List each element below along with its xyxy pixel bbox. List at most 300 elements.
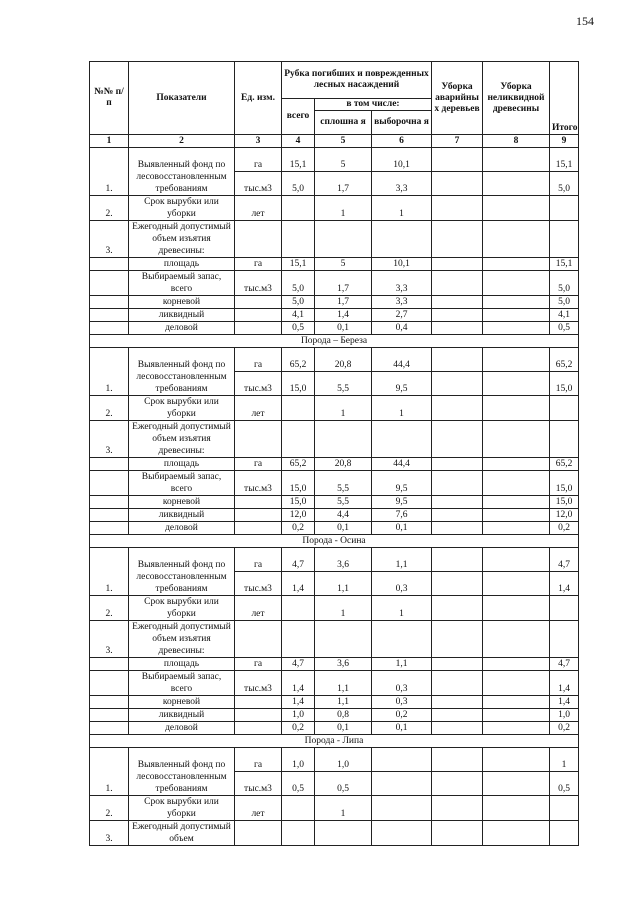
annual-volume-row — [90, 821, 579, 846]
emergency-cell — [432, 772, 483, 796]
col-number: 5 — [315, 135, 372, 148]
clear-cell: 3,6 — [315, 548, 372, 572]
row-number — [90, 522, 129, 535]
nonliquid-cell — [483, 772, 550, 796]
itogo-cell: 4,7 — [550, 658, 579, 671]
total-cell: 1,4 — [282, 671, 315, 696]
empty-cell — [235, 421, 282, 458]
nonliquid-cell — [483, 709, 550, 722]
unit-cell — [235, 722, 282, 735]
unit-cell: га — [235, 348, 282, 372]
felling-table — [89, 61, 579, 846]
total-cell: 0,5 — [282, 322, 315, 335]
row-number: 3. — [90, 421, 129, 458]
section-title: Порода - Осина — [90, 535, 579, 548]
unit-cell — [235, 522, 282, 535]
stock-row — [90, 471, 579, 496]
fund-row — [90, 148, 579, 172]
clear-cell: 5 — [315, 148, 372, 172]
empty-cell — [235, 621, 282, 658]
selective-cell: 0,3 — [372, 696, 432, 709]
empty-cell — [282, 821, 315, 846]
clear-cell: 1,1 — [315, 696, 372, 709]
unit-cell — [235, 696, 282, 709]
emergency-cell — [432, 796, 483, 821]
nonliquid-cell — [483, 309, 550, 322]
col-number: 3 — [235, 135, 282, 148]
total-cell: 1,0 — [282, 709, 315, 722]
empty-cell — [315, 221, 372, 258]
emergency-cell — [432, 671, 483, 696]
clear-cell: 0,5 — [315, 772, 372, 796]
selective-cell: 44,4 — [372, 458, 432, 471]
clear-cell: 1 — [315, 596, 372, 621]
row-number — [90, 471, 129, 496]
clear-cell: 0,1 — [315, 722, 372, 735]
sub-row — [90, 296, 579, 309]
clear-cell: 1,4 — [315, 309, 372, 322]
indicator-label: Срок вырубки или уборки — [129, 196, 235, 221]
selective-cell: 44,4 — [372, 348, 432, 372]
unit-cell: лет — [235, 796, 282, 821]
term-row — [90, 796, 579, 821]
itogo-cell: 12,0 — [550, 509, 579, 522]
nonliquid-cell — [483, 696, 550, 709]
selective-cell: 10,1 — [372, 258, 432, 271]
annual-volume-row — [90, 221, 579, 258]
section-title-row — [90, 335, 579, 348]
nonliquid-cell — [483, 148, 550, 172]
total-cell: 65,2 — [282, 458, 315, 471]
header-emergency: Уборка аварийны х деревьев — [432, 62, 483, 135]
empty-cell — [282, 421, 315, 458]
empty-cell — [282, 621, 315, 658]
selective-cell — [372, 748, 432, 772]
total-cell: 65,2 — [282, 348, 315, 372]
empty-cell — [432, 421, 483, 458]
itogo-cell: 1,4 — [550, 696, 579, 709]
row-number: 1. — [90, 748, 129, 796]
itogo-cell: 1,4 — [550, 572, 579, 596]
column-numbers-row — [90, 135, 579, 148]
itogo-cell: 65,2 — [550, 458, 579, 471]
term-row — [90, 396, 579, 421]
header-selective: выборочна я — [372, 111, 432, 135]
emergency-cell — [432, 522, 483, 535]
indicator-label: Ежегодный допустимый объем — [129, 821, 235, 846]
itogo-cell: 5,0 — [550, 296, 579, 309]
nonliquid-cell — [483, 458, 550, 471]
selective-cell: 9,5 — [372, 372, 432, 396]
itogo-cell: 0,5 — [550, 322, 579, 335]
nonliquid-cell — [483, 722, 550, 735]
clear-cell: 5,5 — [315, 471, 372, 496]
selective-cell: 3,3 — [372, 271, 432, 296]
row-number — [90, 671, 129, 696]
indicator-label: площадь — [129, 458, 235, 471]
itogo-cell: 15,0 — [550, 496, 579, 509]
selective-cell — [372, 772, 432, 796]
row-number — [90, 309, 129, 322]
itogo-cell: 1,4 — [550, 671, 579, 696]
indicator-label: деловой — [129, 722, 235, 735]
selective-cell — [372, 796, 432, 821]
itogo-cell: 4,7 — [550, 548, 579, 572]
area-row — [90, 458, 579, 471]
total-cell: 4,7 — [282, 548, 315, 572]
emergency-cell — [432, 372, 483, 396]
total-cell: 15,1 — [282, 148, 315, 172]
row-number: 1. — [90, 148, 129, 196]
emergency-cell — [432, 496, 483, 509]
unit-cell: лет — [235, 596, 282, 621]
indicator-label: ликвидный — [129, 509, 235, 522]
col-number: 4 — [282, 135, 315, 148]
total-cell: 5,0 — [282, 172, 315, 196]
indicator-label: Срок вырубки или уборки — [129, 596, 235, 621]
selective-cell: 0,3 — [372, 572, 432, 596]
total-cell: 0,2 — [282, 722, 315, 735]
emergency-cell — [432, 271, 483, 296]
itogo-cell — [550, 396, 579, 421]
header-nonliquid: Уборка неликвидной древесины — [483, 62, 550, 135]
itogo-cell: 1,0 — [550, 709, 579, 722]
header-total: всего — [282, 99, 315, 135]
emergency-cell — [432, 509, 483, 522]
itogo-cell: 4,1 — [550, 309, 579, 322]
area-row — [90, 258, 579, 271]
term-row — [90, 596, 579, 621]
empty-cell — [550, 621, 579, 658]
row-number — [90, 722, 129, 735]
selective-cell: 3,3 — [372, 296, 432, 309]
emergency-cell — [432, 709, 483, 722]
emergency-cell — [432, 596, 483, 621]
nonliquid-cell — [483, 258, 550, 271]
indicator-label: Выбираемый запас, всего — [129, 271, 235, 296]
unit-cell: тыс.м3 — [235, 172, 282, 196]
selective-cell: 1,1 — [372, 548, 432, 572]
selective-cell: 9,5 — [372, 471, 432, 496]
unit-cell — [235, 296, 282, 309]
total-cell: 1,4 — [282, 696, 315, 709]
itogo-cell: 15,1 — [550, 148, 579, 172]
itogo-cell: 5,0 — [550, 271, 579, 296]
unit-cell: тыс.м3 — [235, 671, 282, 696]
empty-cell — [483, 221, 550, 258]
selective-cell: 9,5 — [372, 496, 432, 509]
empty-cell — [235, 221, 282, 258]
nonliquid-cell — [483, 796, 550, 821]
clear-cell: 1,7 — [315, 271, 372, 296]
itogo-cell: 0,2 — [550, 722, 579, 735]
row-number: 2. — [90, 796, 129, 821]
sub-row — [90, 522, 579, 535]
total-cell — [282, 396, 315, 421]
row-number: 2. — [90, 396, 129, 421]
clear-cell: 1 — [315, 796, 372, 821]
emergency-cell — [432, 196, 483, 221]
emergency-cell — [432, 322, 483, 335]
row-number — [90, 658, 129, 671]
total-cell — [282, 596, 315, 621]
indicator-label: корневой — [129, 296, 235, 309]
empty-cell — [315, 421, 372, 458]
selective-cell: 1,1 — [372, 658, 432, 671]
selective-cell: 1 — [372, 196, 432, 221]
fund-row — [90, 548, 579, 572]
clear-cell: 1,1 — [315, 572, 372, 596]
sub-row — [90, 322, 579, 335]
emergency-cell — [432, 296, 483, 309]
emergency-cell — [432, 258, 483, 271]
selective-cell: 0,3 — [372, 671, 432, 696]
nonliquid-cell — [483, 658, 550, 671]
empty-cell — [483, 421, 550, 458]
unit-cell: лет — [235, 196, 282, 221]
empty-cell — [432, 821, 483, 846]
itogo-cell: 65,2 — [550, 348, 579, 372]
row-number — [90, 458, 129, 471]
selective-cell: 2,7 — [372, 309, 432, 322]
selective-cell: 0,1 — [372, 722, 432, 735]
clear-cell: 1,7 — [315, 172, 372, 196]
indicator-label: Выявленный фонд по лесовосстановленным требованиям — [129, 748, 235, 796]
itogo-cell: 1 — [550, 748, 579, 772]
row-number: 3. — [90, 621, 129, 658]
clear-cell: 1,1 — [315, 671, 372, 696]
unit-cell: тыс.м3 — [235, 471, 282, 496]
indicator-label: корневой — [129, 496, 235, 509]
nonliquid-cell — [483, 671, 550, 696]
empty-cell — [432, 621, 483, 658]
row-number — [90, 322, 129, 335]
unit-cell: тыс.м3 — [235, 772, 282, 796]
unit-cell: га — [235, 258, 282, 271]
emergency-cell — [432, 722, 483, 735]
header-num: №№ п/п — [90, 62, 129, 135]
area-row — [90, 658, 579, 671]
total-cell: 4,1 — [282, 309, 315, 322]
row-number — [90, 709, 129, 722]
clear-cell: 5,5 — [315, 496, 372, 509]
clear-cell: 1 — [315, 396, 372, 421]
sub-row — [90, 496, 579, 509]
indicator-label: корневой — [129, 696, 235, 709]
empty-cell — [235, 821, 282, 846]
unit-cell — [235, 496, 282, 509]
total-cell: 4,7 — [282, 658, 315, 671]
row-number — [90, 258, 129, 271]
emergency-cell — [432, 471, 483, 496]
indicator-label: ликвидный — [129, 709, 235, 722]
nonliquid-cell — [483, 572, 550, 596]
header-indicator: Показатели — [129, 62, 235, 135]
row-number: 2. — [90, 596, 129, 621]
unit-cell: га — [235, 748, 282, 772]
emergency-cell — [432, 396, 483, 421]
emergency-cell — [432, 172, 483, 196]
indicator-label: Ежегодный допустимый объем изъятия древесины: — [129, 421, 235, 458]
clear-cell: 5 — [315, 258, 372, 271]
emergency-cell — [432, 696, 483, 709]
annual-volume-row — [90, 421, 579, 458]
unit-cell — [235, 709, 282, 722]
total-cell — [282, 796, 315, 821]
selective-cell: 0,2 — [372, 709, 432, 722]
clear-cell: 4,4 — [315, 509, 372, 522]
clear-cell: 0,1 — [315, 322, 372, 335]
nonliquid-cell — [483, 196, 550, 221]
total-cell: 5,0 — [282, 296, 315, 309]
clear-cell: 0,8 — [315, 709, 372, 722]
itogo-cell — [550, 596, 579, 621]
row-number — [90, 496, 129, 509]
row-number: 3. — [90, 821, 129, 846]
selective-cell: 0,1 — [372, 522, 432, 535]
unit-cell: лет — [235, 396, 282, 421]
row-number: 3. — [90, 221, 129, 258]
selective-cell: 7,6 — [372, 509, 432, 522]
unit-cell: тыс.м3 — [235, 271, 282, 296]
emergency-cell — [432, 348, 483, 372]
itogo-cell: 15,0 — [550, 372, 579, 396]
emergency-cell — [432, 458, 483, 471]
selective-cell: 0,4 — [372, 322, 432, 335]
selective-cell: 1 — [372, 396, 432, 421]
fund-row — [90, 348, 579, 372]
empty-cell — [550, 421, 579, 458]
total-cell: 1,0 — [282, 748, 315, 772]
itogo-cell: 15,1 — [550, 258, 579, 271]
indicator-label: площадь — [129, 658, 235, 671]
total-cell: 15,1 — [282, 258, 315, 271]
nonliquid-cell — [483, 748, 550, 772]
itogo-cell — [550, 796, 579, 821]
header-clear: сплошна я — [315, 111, 372, 135]
nonliquid-cell — [483, 596, 550, 621]
unit-cell: тыс.м3 — [235, 572, 282, 596]
total-cell: 15,0 — [282, 372, 315, 396]
sub-row — [90, 722, 579, 735]
emergency-cell — [432, 572, 483, 596]
row-number — [90, 509, 129, 522]
empty-cell — [315, 621, 372, 658]
nonliquid-cell — [483, 471, 550, 496]
indicator-label: Ежегодный допустимый объем изъятия древесины: — [129, 621, 235, 658]
nonliquid-cell — [483, 522, 550, 535]
col-number: 1 — [90, 135, 129, 148]
nonliquid-cell — [483, 322, 550, 335]
section-title: Порода – Береза — [90, 335, 579, 348]
indicator-label: Ежегодный допустимый объем изъятия древесины: — [129, 221, 235, 258]
itogo-cell — [550, 196, 579, 221]
total-cell: 15,0 — [282, 496, 315, 509]
itogo-cell: 5,0 — [550, 172, 579, 196]
total-cell: 1,4 — [282, 572, 315, 596]
header-itogo: Итого — [550, 62, 579, 135]
emergency-cell — [432, 148, 483, 172]
indicator-label: Срок вырубки или уборки — [129, 796, 235, 821]
nonliquid-cell — [483, 396, 550, 421]
section-title: Порода - Липа — [90, 735, 579, 748]
header-unit: Ед. изм. — [235, 62, 282, 135]
page-number: 154 — [576, 14, 594, 28]
col-number: 2 — [129, 135, 235, 148]
col-number: 9 — [550, 135, 579, 148]
sub-row — [90, 696, 579, 709]
nonliquid-cell — [483, 172, 550, 196]
empty-cell — [372, 221, 432, 258]
col-number: 8 — [483, 135, 550, 148]
indicator-label: ликвидный — [129, 309, 235, 322]
fund-row — [90, 748, 579, 772]
empty-cell — [315, 821, 372, 846]
annual-volume-row — [90, 621, 579, 658]
unit-cell: га — [235, 548, 282, 572]
nonliquid-cell — [483, 271, 550, 296]
nonliquid-cell — [483, 548, 550, 572]
selective-cell: 10,1 — [372, 148, 432, 172]
total-cell: 0,2 — [282, 522, 315, 535]
unit-cell: га — [235, 148, 282, 172]
clear-cell: 20,8 — [315, 348, 372, 372]
nonliquid-cell — [483, 348, 550, 372]
indicator-label: Выявленный фонд по лесовосстановленным требованиям — [129, 548, 235, 596]
row-number: 1. — [90, 548, 129, 596]
total-cell — [282, 196, 315, 221]
clear-cell: 1,7 — [315, 296, 372, 309]
row-number — [90, 271, 129, 296]
empty-cell — [550, 221, 579, 258]
col-number: 7 — [432, 135, 483, 148]
indicator-label: площадь — [129, 258, 235, 271]
nonliquid-cell — [483, 296, 550, 309]
unit-cell: тыс.м3 — [235, 372, 282, 396]
emergency-cell — [432, 658, 483, 671]
total-cell: 0,5 — [282, 772, 315, 796]
unit-cell — [235, 509, 282, 522]
emergency-cell — [432, 748, 483, 772]
total-cell: 15,0 — [282, 471, 315, 496]
empty-cell — [282, 221, 315, 258]
emergency-cell — [432, 548, 483, 572]
emergency-cell — [432, 309, 483, 322]
indicator-label: Выявленный фонд по лесовосстановленным требованиям — [129, 348, 235, 396]
section-title-row — [90, 735, 579, 748]
clear-cell: 5,5 — [315, 372, 372, 396]
indicator-label: Выявленный фонд по лесовосстановленным требованиям — [129, 148, 235, 196]
clear-cell: 1 — [315, 196, 372, 221]
nonliquid-cell — [483, 372, 550, 396]
clear-cell: 20,8 — [315, 458, 372, 471]
row-number — [90, 296, 129, 309]
empty-cell — [550, 821, 579, 846]
itogo-cell: 0,2 — [550, 522, 579, 535]
indicator-label: деловой — [129, 522, 235, 535]
indicator-label: Выбираемый запас, всего — [129, 671, 235, 696]
empty-cell — [372, 621, 432, 658]
indicator-label: деловой — [129, 322, 235, 335]
total-cell: 12,0 — [282, 509, 315, 522]
unit-cell: га — [235, 458, 282, 471]
nonliquid-cell — [483, 509, 550, 522]
sub-row — [90, 309, 579, 322]
clear-cell: 3,6 — [315, 658, 372, 671]
empty-cell — [483, 621, 550, 658]
section-title-row — [90, 535, 579, 548]
term-row — [90, 196, 579, 221]
